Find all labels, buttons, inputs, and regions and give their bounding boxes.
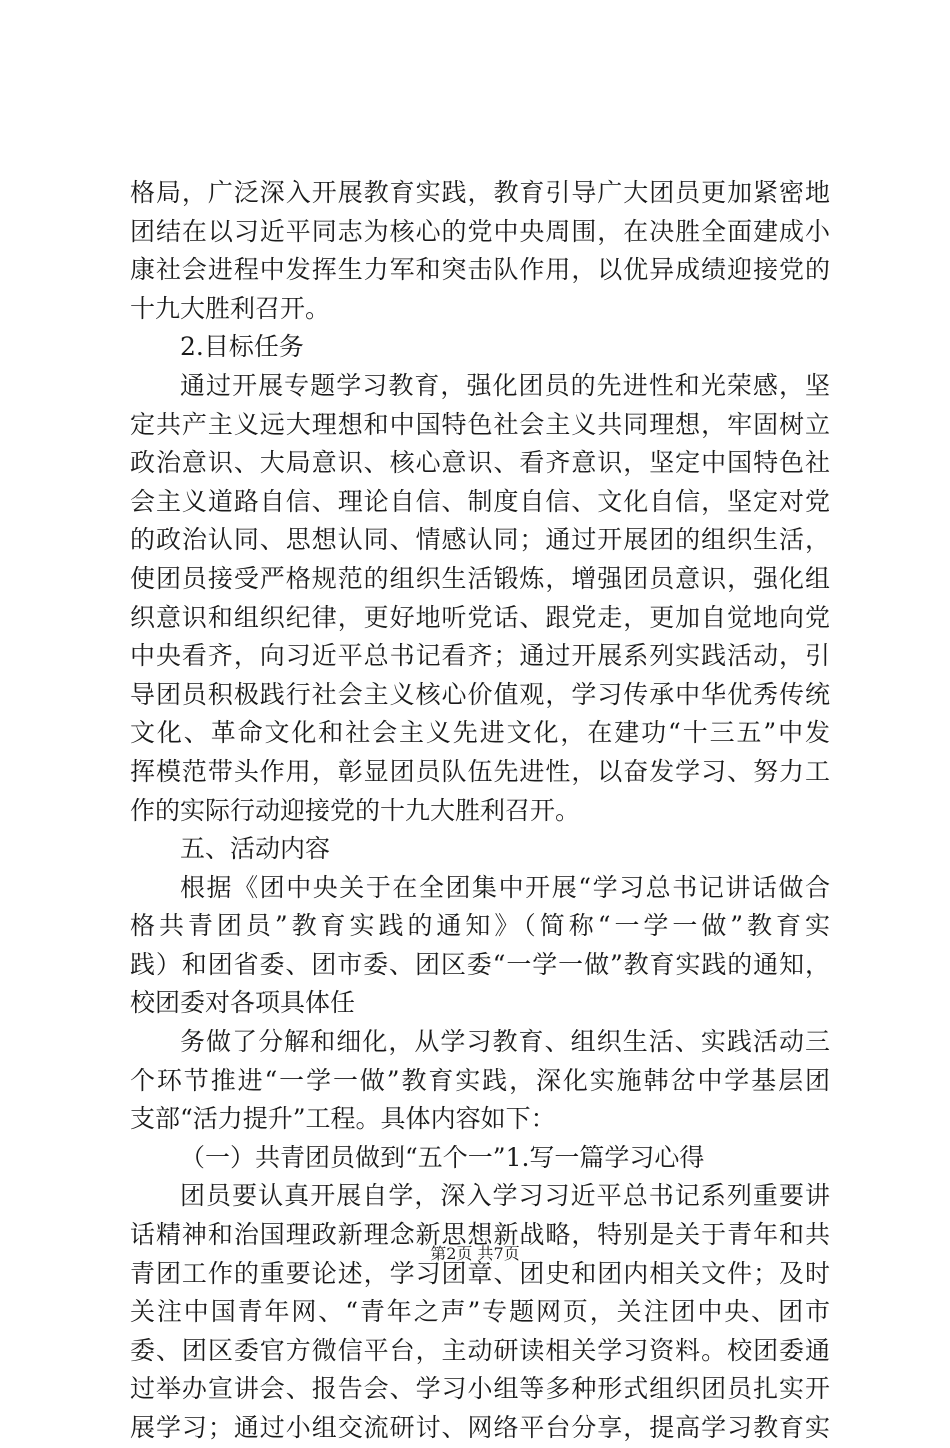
text-line: 根据《团中央关于在全团集中开展“学习总书记讲话做合 — [180, 872, 830, 902]
text-line: 关注中国青年网、“青年之声”专题网页，关注团中央、团市 — [130, 1297, 830, 1327]
text-line: 支部“活力提升”工程。具体内容如下： — [130, 1104, 556, 1134]
text-line: 格共青团员”教育实践的通知》（简称“一学一做”教育实 — [130, 911, 830, 941]
section-heading: （一）共青团员做到“五个一”1.写一篇学习心得 — [180, 1142, 705, 1172]
page-footer: 第2页 共7页 — [430, 1244, 520, 1263]
text-line: 十九大胜利召开。 — [130, 293, 331, 323]
text-line: 使团员接受严格规范的组织生活锻炼，增强团员意识，强化组 — [130, 563, 830, 593]
text-line: 会主义道路自信、理论自信、制度自信、文化自信，坚定对党 — [130, 486, 830, 516]
text-line: 导团员积极践行社会主义核心价值观，学习传承中华优秀传统 — [130, 679, 830, 709]
text-line: 委、团区委官方微信平台，主动研读相关学习资料。校团委通 — [130, 1335, 830, 1365]
text-line: 的政治认同、思想认同、情感认同；通过开展团的组织生活， — [130, 525, 830, 555]
text-line: 务做了分解和细化，从学习教育、组织生活、实践活动三 — [180, 1027, 830, 1057]
text-line: 作的实际行动迎接党的十九大胜利召开。 — [130, 795, 581, 825]
text-line: 中央看齐，向习近平总书记看齐；通过开展系列实践活动，引 — [130, 641, 830, 671]
text-line: 政治意识、大局意识、核心意识、看齐意识，坚定中国特色社 — [130, 448, 830, 478]
section-heading: 五、活动内容 — [180, 834, 331, 864]
text-line: 格局，广泛深入开展教育实践，教育引导广大团员更加紧密地 — [130, 178, 830, 207]
text-line: 团结在以习近平同志为核心的党中央周围，在决胜全面建成小 — [130, 216, 830, 246]
text-line: 青团工作的重要论述，学习团章、团史和团内相关文件；及时 — [130, 1258, 830, 1288]
text-line: 话精神和治国理政新理念新思想新战略，特别是关于青年和共 — [130, 1220, 830, 1250]
text-line: 通过开展专题学习教育，强化团员的先进性和光荣感，坚 — [180, 370, 830, 400]
text-line: 过举办宣讲会、报告会、学习小组等多种形式组织团员扎实开 — [130, 1374, 830, 1404]
text-line: 展学习；通过小组交流研讨、网络平台分享，提高学习教育实 — [130, 1413, 830, 1442]
text-line: 校团委对各项具体任 — [130, 988, 356, 1018]
text-line: 挥模范带头作用，彰显团员队伍先进性，以奋发学习、努力工 — [130, 756, 830, 786]
text-line: 团员要认真开展自学，深入学习习近平总书记系列重要讲 — [180, 1181, 830, 1211]
text-line: 定共产主义远大理想和中国特色社会主义共同理想，牢固树立 — [130, 409, 830, 439]
text-line: 文化、革命文化和社会主义先进文化，在建功“十三五”中发 — [130, 718, 830, 748]
text-line: 康社会进程中发挥生力军和突击队作用，以优异成绩迎接党的 — [130, 255, 830, 285]
text-line: 个环节推进“一学一做”教育实践，深化实施韩岔中学基层团 — [130, 1065, 830, 1095]
section-heading: 2.目标任务 — [180, 332, 304, 362]
text-line: 织意识和组织纪律，更好地听党话、跟党走，更加自觉地向党 — [130, 602, 830, 632]
text-line: 践）和团省委、团市委、团区委“一学一做”教育实践的通知， — [130, 949, 830, 979]
